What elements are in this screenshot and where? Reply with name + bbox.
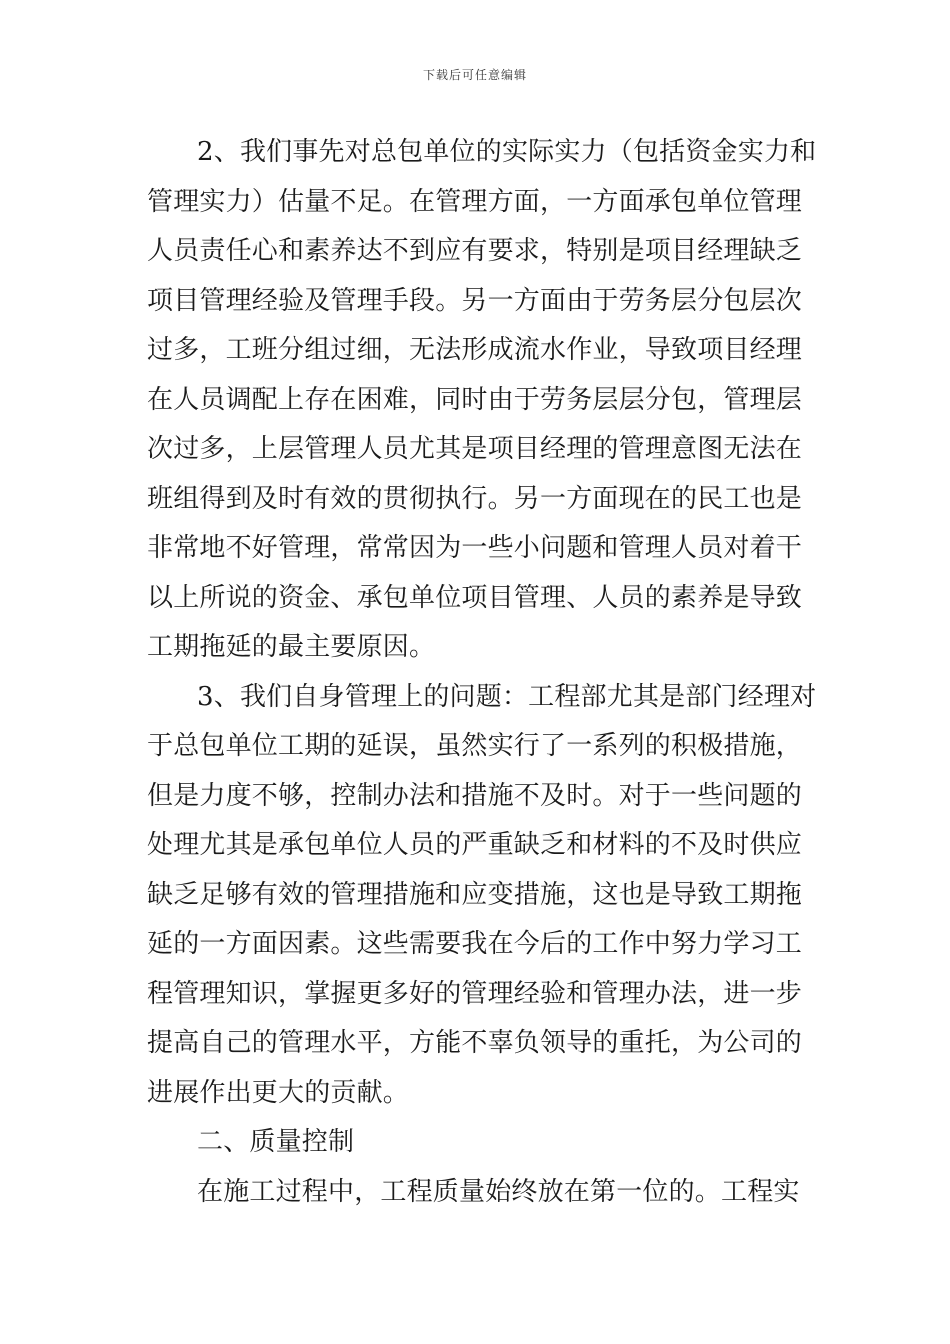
text-line: 班组得到及时有效的贯彻执行。另一方面现在的民工也是 — [147, 483, 803, 514]
text-line: 过多，工班分组过细，无法形成流水作业，导致项目经理 — [147, 335, 803, 365]
text-line: 缺乏足够有效的管理措施和应变措施，这也是导致工期拖 — [147, 879, 803, 910]
text-line: 项目管理经验及管理手段。另一方面由于劳务层分包层次 — [147, 285, 803, 316]
document-body — [147, 128, 817, 1217]
text-line: 3、我们自身管理上的问题：工程部尤其是部门经理对 — [197, 681, 817, 712]
page-header-note: 下载后可任意编辑 — [422, 68, 527, 82]
text-line: 但是力度不够，控制办法和措施不及时。对于一些问题的 — [147, 780, 803, 811]
text-line: 在施工过程中，工程质量始终放在第一位的。工程实 — [197, 1176, 800, 1207]
text-line: 二、质量控制 — [197, 1127, 355, 1157]
text-line: 人员责任心和素养达不到应有要求，特别是项目经理缺乏 — [147, 236, 803, 266]
text-line: 非常地不好管理，常常因为一些小问题和管理人员对着干 — [147, 533, 803, 563]
text-line: 于总包单位工期的延误，虽然实行了一系列的积极措施， — [147, 731, 803, 761]
text-line: 管理实力）估量不足。在管理方面，一方面承包单位管理 — [147, 186, 803, 217]
text-line: 工期拖延的最主要原因。 — [147, 632, 436, 662]
text-line: 次过多，上层管理人员尤其是项目经理的管理意图无法在 — [147, 434, 803, 464]
text-line: 处理尤其是承包单位人员的严重缺乏和材料的不及时供应 — [147, 830, 803, 860]
text-line: 2、我们事先对总包单位的实际实力（包括资金实力和 — [197, 137, 817, 167]
text-line: 在人员调配上存在困难，同时由于劳务层层分包，管理层 — [147, 384, 803, 415]
text-line: 提高自己的管理水平，方能不辜负领导的重托，为公司的 — [147, 1028, 803, 1058]
text-line: 程管理知识，掌握更多好的管理经验和管理办法，进一步 — [147, 978, 803, 1009]
text-line: 延的一方面因素。这些需要我在今后的工作中努力学习工 — [147, 929, 803, 959]
text-line: 以上所说的资金、承包单位项目管理、人员的素养是导致 — [147, 582, 803, 613]
text-line: 进展作出更大的贡献。 — [147, 1077, 410, 1108]
